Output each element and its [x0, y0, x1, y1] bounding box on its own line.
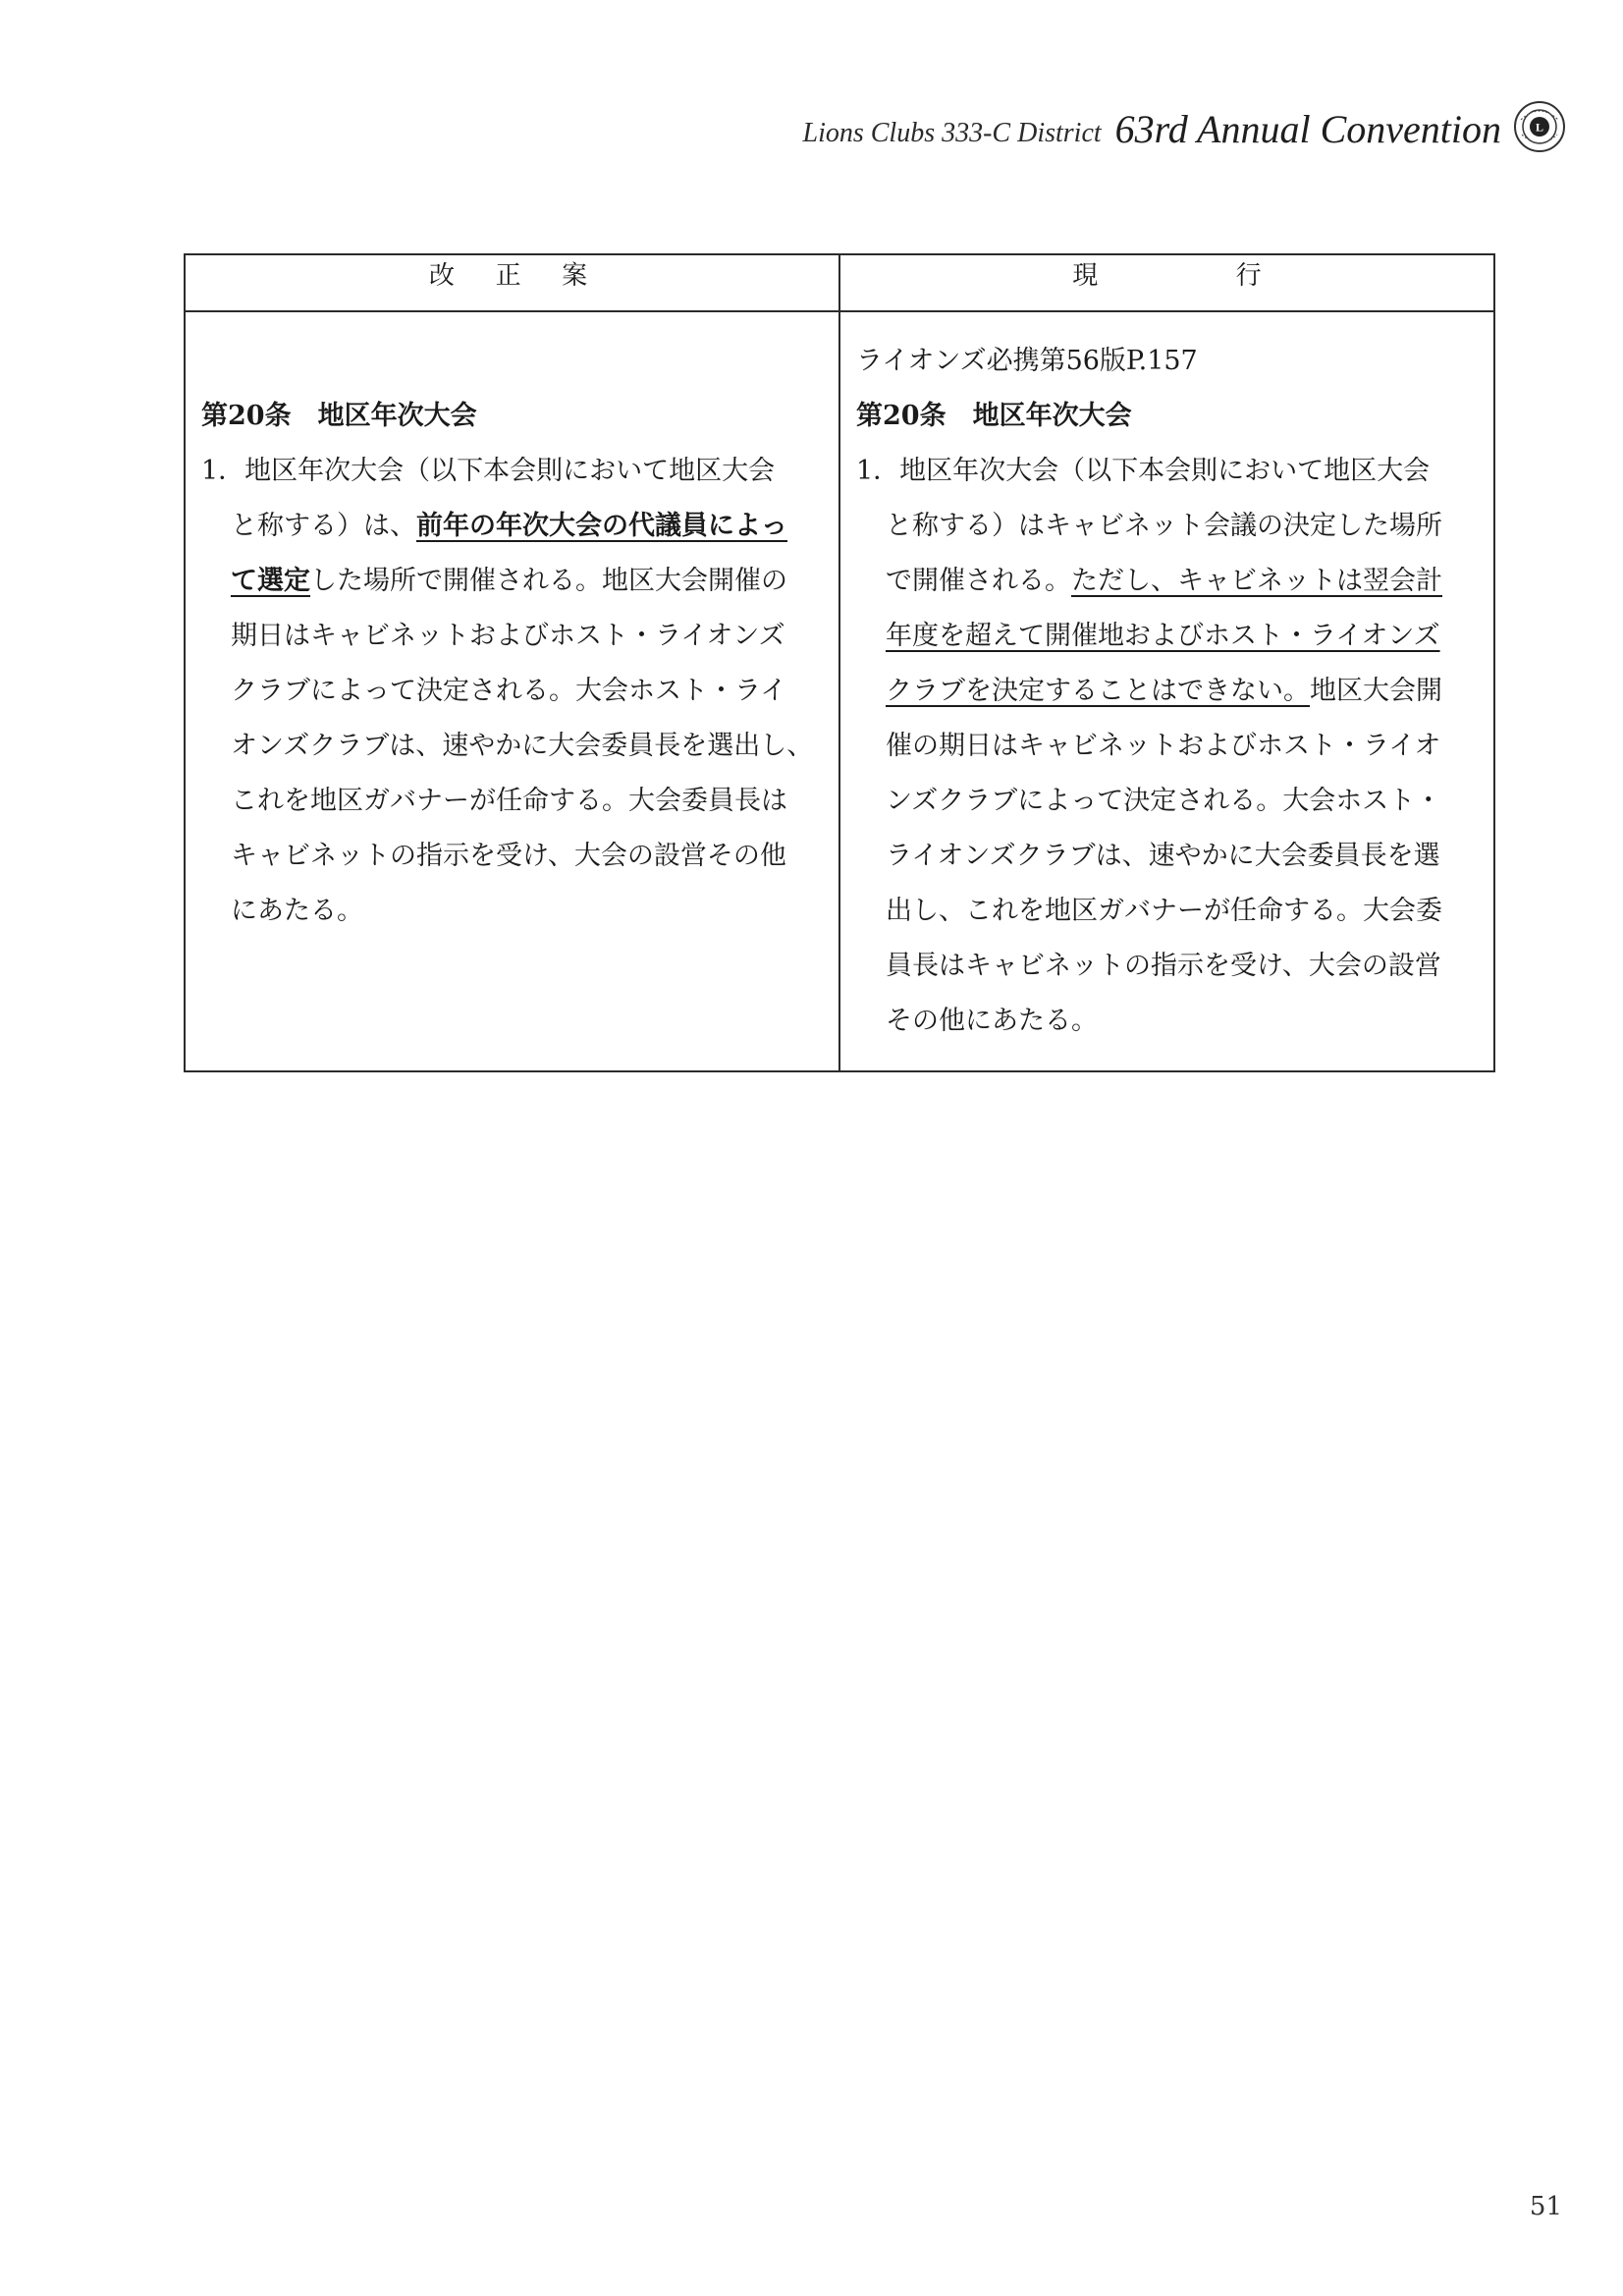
svg-text:L: L	[1535, 120, 1544, 135]
text-line	[201, 554, 823, 609]
text-line: クラブによって決定される。大会ホスト・ライ	[231, 676, 787, 706]
text-line: オンズクラブは、速やかに大会委員長を選出し、	[231, 731, 814, 761]
text-line: 出し、これを地区ガバナーが任命する。大会委	[886, 896, 1442, 926]
proposed-cell	[185, 311, 839, 1071]
underlined-removed-text: ただし、キャビネットは翌会計	[1071, 566, 1442, 596]
header-title: 63rd Annual Convention	[1114, 107, 1501, 151]
text-line: 1．地区年次大会（以下本会則において地区大会	[201, 456, 776, 486]
underlined-amendment: 前年の年次大会の代議員によっ	[416, 511, 787, 541]
text-line	[856, 664, 1478, 719]
article-heading: 第20条 地区年次大会	[856, 401, 1132, 431]
text-segment: した場所で開催される。地区大会開催の	[310, 566, 787, 596]
page-header	[803, 94, 1567, 153]
underlined-removed-text: クラブを決定することはできない。	[886, 676, 1310, 706]
page-number: 51	[1529, 2192, 1562, 2221]
column-header-current: 現 行	[839, 254, 1494, 311]
text-segment: で開催される。	[886, 566, 1071, 596]
text-line: ンズクラブによって決定される。大会ホスト・	[886, 786, 1442, 816]
comparison-table	[184, 253, 1495, 1072]
text-line	[856, 609, 1478, 664]
reference-note: ライオンズ必携第56版P.157	[856, 346, 1198, 376]
text-line	[201, 499, 823, 554]
current-cell	[839, 311, 1494, 1071]
text-line: 期日はキャビネットおよびホスト・ライオンズ	[231, 621, 785, 651]
underlined-removed-text: 年度を超えて開催地およびホスト・ライオンズ	[886, 621, 1440, 651]
text-line: ライオンズクラブは、速やかに大会委員長を選	[886, 841, 1440, 871]
text-line: 員長はキャビネットの指示を受け、大会の設営	[886, 951, 1441, 981]
text-line: 催の期日はキャビネットおよびホスト・ライオ	[886, 731, 1441, 761]
text-line: 1．地区年次大会（以下本会則において地区大会	[856, 456, 1431, 486]
lions-emblem-icon	[1513, 100, 1566, 153]
header-org: Lions Clubs 333-C District	[802, 118, 1102, 148]
text-line: これを地区ガバナーが任命する。大会委員長は	[231, 786, 787, 816]
text-segment: 地区大会開	[1310, 676, 1442, 706]
text-line: その他にあたる。	[886, 1006, 1098, 1036]
text-line	[856, 554, 1478, 609]
spacer	[201, 334, 823, 389]
text-line: と称する）はキャビネット会議の決定した場所	[886, 511, 1442, 541]
article-heading: 第20条 地区年次大会	[201, 401, 477, 431]
text-line: にあたる。	[231, 896, 363, 926]
underlined-amendment: て選定	[231, 566, 310, 596]
text-line: キャビネットの指示を受け、大会の設営その他	[231, 841, 786, 871]
column-header-proposed: 改 正 案	[185, 254, 839, 311]
text-segment: と称する）は、	[231, 511, 416, 541]
